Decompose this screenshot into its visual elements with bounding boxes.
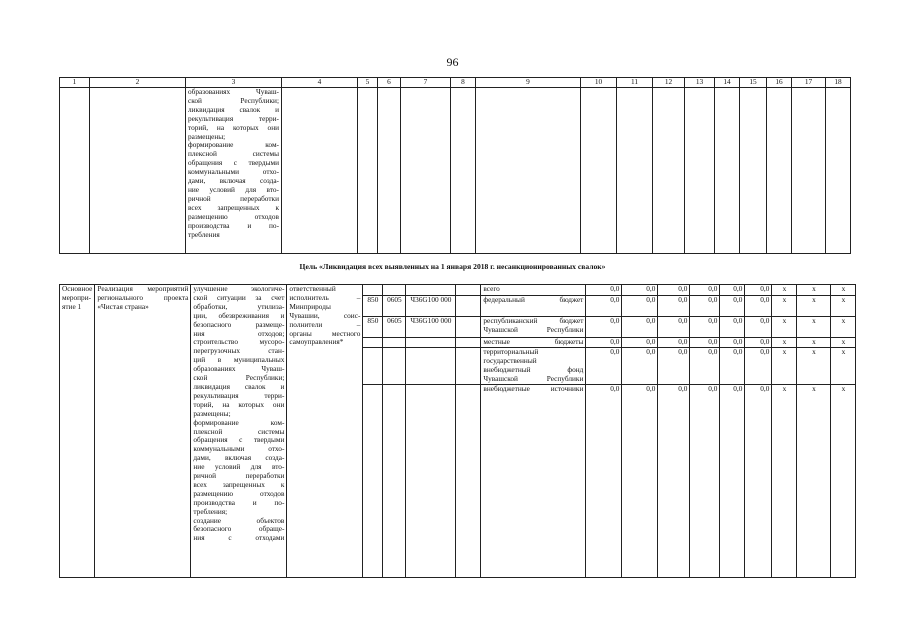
value-cell: 0,0 xyxy=(586,317,622,338)
event-description-line: всех запрещенных к xyxy=(193,479,285,489)
target-article-cell: Ч36G100 000 xyxy=(406,317,456,338)
funding-source-cell: местные бюджеты xyxy=(481,338,586,348)
grbs-code-cell xyxy=(363,285,383,296)
value-cell: 0,0 xyxy=(658,296,690,317)
target-article-cell xyxy=(406,285,456,296)
value-cell: х xyxy=(797,338,831,348)
event-description-line: ликвидация свалок и xyxy=(193,381,285,391)
page-number: 96 xyxy=(446,55,459,69)
value-cell: 0,0 xyxy=(586,338,622,348)
continuation-col3-line: формирование ком- xyxy=(188,140,279,150)
continuation-col3-line: дами, включая созда- xyxy=(188,176,279,186)
expense-type-cell xyxy=(456,348,481,385)
header-col-6: 6 xyxy=(378,78,401,88)
event-description-line: дами, включая созда- xyxy=(193,453,285,463)
value-cell: х xyxy=(831,285,856,296)
grbs-code-cell xyxy=(363,348,383,385)
value-cell: х xyxy=(831,338,856,348)
executor-line: Минприроды xyxy=(289,301,331,311)
value-cell: 0,0 xyxy=(622,348,658,385)
event-description-line: торий, на которых они xyxy=(193,399,285,409)
value-cell: 0,0 xyxy=(586,296,622,317)
value-cell: х xyxy=(797,348,831,385)
executor-line: самоуправления* xyxy=(289,337,344,347)
value-cell: 0,0 xyxy=(622,317,658,338)
continuation-col3-line: образованиях Чуваш- xyxy=(188,87,279,96)
event-description-line: ций в муниципальных xyxy=(193,355,285,365)
continuation-col3 xyxy=(186,88,282,254)
continuation-col3-line: размещены; xyxy=(188,131,226,141)
event-description-line: безопасного размеще- xyxy=(193,319,285,329)
executor-line: исполнитель – xyxy=(289,292,361,302)
value-cell: х xyxy=(797,317,831,338)
value-cell: 0,0 xyxy=(586,385,622,578)
event-description-line: ции, обезвреживания и xyxy=(193,310,285,320)
event-number-line: ятие 1 xyxy=(62,301,82,311)
value-cell: х xyxy=(772,348,797,385)
grbs-code-cell xyxy=(363,385,383,578)
expense-type-cell xyxy=(456,338,481,348)
expense-type-cell xyxy=(456,285,481,296)
value-cell: 0,0 xyxy=(690,296,720,317)
header-col-4: 4 xyxy=(282,78,358,88)
event-description-line: ской Республики; xyxy=(193,373,285,383)
section-code-cell xyxy=(383,348,406,385)
header-col-10: 10 xyxy=(581,78,617,88)
value-cell: 0,0 xyxy=(658,285,690,296)
header-col-5: 5 xyxy=(358,78,378,88)
value-cell: 0,0 xyxy=(690,338,720,348)
value-cell: 0,0 xyxy=(745,348,772,385)
header-col-12: 12 xyxy=(653,78,685,88)
target-article-cell xyxy=(406,338,456,348)
continuation-col3-line: ричной переработки xyxy=(188,193,279,203)
value-cell: 0,0 xyxy=(720,348,745,385)
event-description-line: обращения с твердыми xyxy=(193,435,285,445)
executor-line: полнители – xyxy=(289,319,361,329)
continuation-col3-line: торий, на которых они xyxy=(188,122,279,132)
section-code-cell xyxy=(383,285,406,296)
value-cell: 0,0 xyxy=(720,385,745,578)
section-code-cell: 0605 xyxy=(383,317,406,338)
goal-heading: Цель «Ликвидация всех выявленных на 1 января 2018 г. несанкционированных свалок» xyxy=(299,262,606,271)
event-description-line: ской ситуации за счет xyxy=(193,292,285,302)
value-cell: 0,0 xyxy=(745,317,772,338)
event-description-line: требления; xyxy=(193,506,228,516)
value-cell: 0,0 xyxy=(658,317,690,338)
continuation-col3-line: производства и по- xyxy=(188,220,279,230)
table-row xyxy=(60,285,856,296)
continuation-col3-line: обращения с твердыми xyxy=(188,158,279,168)
event-description-line: создание объектов xyxy=(193,515,285,525)
value-cell: х xyxy=(831,296,856,317)
value-cell: 0,0 xyxy=(690,385,720,578)
event-description-line: коммунальными отхо- xyxy=(193,444,285,454)
header-col-18: 18 xyxy=(826,78,851,88)
value-cell: х xyxy=(797,285,831,296)
value-cell: х xyxy=(772,385,797,578)
value-cell: 0,0 xyxy=(658,338,690,348)
expense-type-cell xyxy=(456,385,481,578)
header-col-14: 14 xyxy=(715,78,740,88)
section-code-cell: 0605 xyxy=(383,296,406,317)
event-description-line: размещению отходов xyxy=(193,488,285,498)
event-description-line: строительство мусоро- xyxy=(193,337,285,347)
header-col-16: 16 xyxy=(767,78,792,88)
executor-line: Чувашии, соис- xyxy=(289,310,361,320)
value-cell: 0,0 xyxy=(690,348,720,385)
continuation-col3-line: рекультивация терри- xyxy=(188,113,279,123)
value-cell: х xyxy=(772,296,797,317)
value-cell: х xyxy=(797,385,831,578)
event-description-line: ния отходов; xyxy=(193,328,285,338)
value-cell: х xyxy=(772,317,797,338)
value-cell: х xyxy=(831,317,856,338)
executor-line: органы местного xyxy=(289,328,361,338)
continuation-col3-line: ликвидация свалок и xyxy=(188,104,279,114)
continuation-col3-line: требления xyxy=(188,229,220,239)
value-cell: 0,0 xyxy=(720,317,745,338)
funding-source-cell: внебюджетные источники xyxy=(481,385,586,578)
event-description-line: формирование ком- xyxy=(193,417,285,427)
continuation-row xyxy=(60,88,851,254)
event-description-line: образованиях Чуваш- xyxy=(193,364,285,374)
grbs-code-cell xyxy=(363,338,383,348)
event-description-line: улучшение экологиче- xyxy=(193,284,285,293)
event-description-line: плексной системы xyxy=(193,426,285,436)
event-number-line: Основное xyxy=(62,284,93,293)
value-cell: х xyxy=(797,296,831,317)
funding-source-cell: республиканский бюджет Чувашской Республики xyxy=(481,317,586,338)
header-col-1: 1 xyxy=(60,78,90,88)
value-cell: 0,0 xyxy=(622,296,658,317)
header-col-13: 13 xyxy=(685,78,715,88)
target-article-cell xyxy=(406,348,456,385)
grbs-code-cell: 850 xyxy=(363,317,383,338)
value-cell: 0,0 xyxy=(745,296,772,317)
value-cell: 0,0 xyxy=(622,285,658,296)
event-description-line: ния с отходами xyxy=(193,533,285,543)
value-cell: 0,0 xyxy=(658,385,690,578)
target-article-cell xyxy=(406,385,456,578)
event-number-cell xyxy=(60,285,95,578)
value-cell: 0,0 xyxy=(622,385,658,578)
funding-source-cell: федеральный бюджет xyxy=(481,296,586,317)
value-cell: 0,0 xyxy=(690,317,720,338)
event-description-line: производства и по- xyxy=(193,497,285,507)
continuation-col3-line: всех запрещенных к xyxy=(188,202,279,212)
continuation-table xyxy=(59,77,851,254)
continuation-col3-line: плексной системы xyxy=(188,149,279,159)
value-cell: х xyxy=(772,285,797,296)
continuation-col3-line: ской Республики; xyxy=(188,95,279,105)
continuation-col3-line: размещению отходов xyxy=(188,211,279,221)
value-cell: х xyxy=(772,338,797,348)
header-col-3: 3 xyxy=(186,78,282,88)
grbs-code-cell: 850 xyxy=(363,296,383,317)
event-description-line: размещены; xyxy=(193,408,231,418)
event-name-cell: Реализация мероприятий регионального проекта «Чистая страна» xyxy=(95,285,191,578)
event-description-line: рекультивация терри- xyxy=(193,390,285,400)
funding-source-cell: всего xyxy=(481,285,586,296)
expense-type-cell xyxy=(456,317,481,338)
header-col-9: 9 xyxy=(476,78,581,88)
event-description-line: безопасного обраще- xyxy=(193,524,285,534)
event-number-line: меропри- xyxy=(62,292,92,302)
header-row xyxy=(60,78,851,88)
funding-source-cell: территориальный государственный внебюджетный фонд Чувашской Республики xyxy=(481,348,586,385)
value-cell: 0,0 xyxy=(745,285,772,296)
value-cell: 0,0 xyxy=(720,338,745,348)
value-cell: 0,0 xyxy=(745,385,772,578)
header-col-15: 15 xyxy=(740,78,767,88)
event-description-line: ричной переработки xyxy=(193,471,285,481)
header-col-17: 17 xyxy=(792,78,826,88)
value-cell: 0,0 xyxy=(622,338,658,348)
value-cell: х xyxy=(831,385,856,578)
header-col-7: 7 xyxy=(401,78,451,88)
value-cell: х xyxy=(831,348,856,385)
executor-cell xyxy=(287,285,363,578)
value-cell: 0,0 xyxy=(586,348,622,385)
value-cell: 0,0 xyxy=(586,285,622,296)
value-cell: 0,0 xyxy=(745,338,772,348)
header-col-8: 8 xyxy=(451,78,476,88)
value-cell: 0,0 xyxy=(658,348,690,385)
continuation-col3-line: коммунальными отхо- xyxy=(188,167,279,177)
executor-line: ответственный xyxy=(289,284,336,293)
event-description-cell xyxy=(191,285,287,578)
continuation-col3-line: ние условий для вто- xyxy=(188,184,279,194)
section-code-cell xyxy=(383,385,406,578)
main-table xyxy=(59,284,856,578)
value-cell: 0,0 xyxy=(690,285,720,296)
value-cell: 0,0 xyxy=(720,285,745,296)
event-description-line: обработки, утилиза- xyxy=(193,301,285,311)
expense-type-cell xyxy=(456,296,481,317)
target-article-cell: Ч36G100 000 xyxy=(406,296,456,317)
event-description-line: ние условий для вто- xyxy=(193,462,285,472)
header-col-11: 11 xyxy=(617,78,653,88)
header-col-2: 2 xyxy=(90,78,186,88)
event-description-line: перегрузочных стан- xyxy=(193,346,285,356)
section-code-cell xyxy=(383,338,406,348)
value-cell: 0,0 xyxy=(720,296,745,317)
